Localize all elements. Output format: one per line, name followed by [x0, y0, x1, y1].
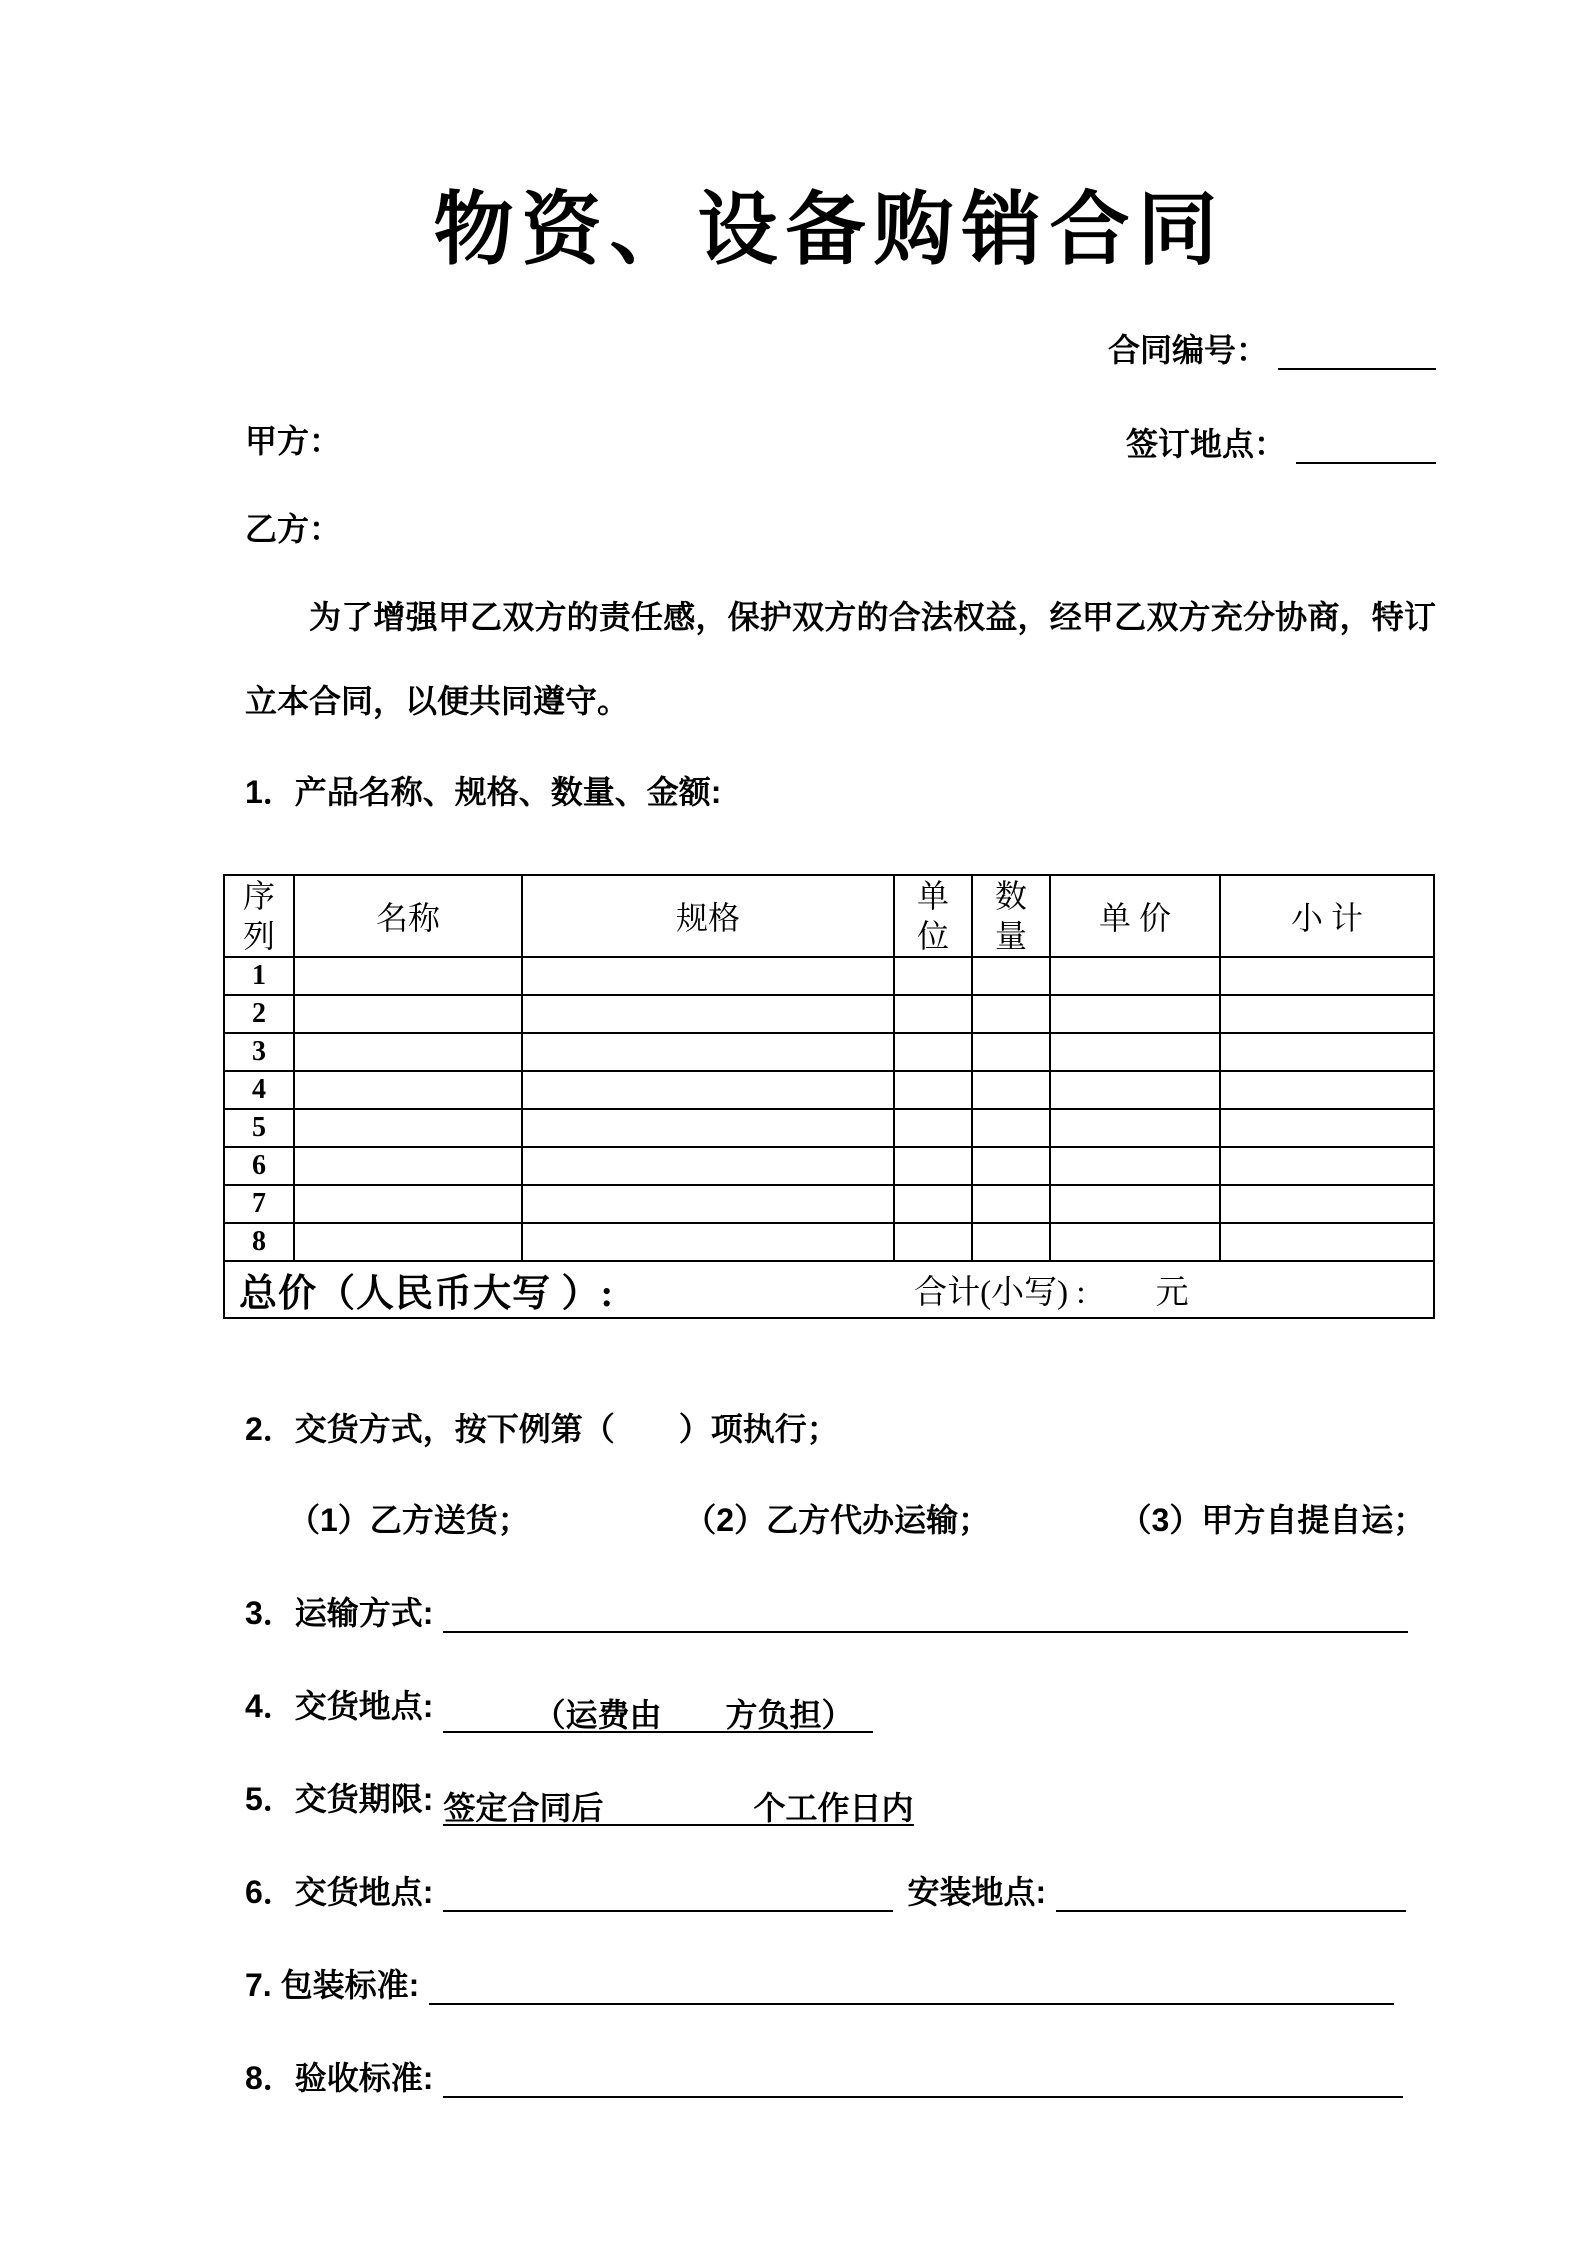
page-title: 物资、设备购销合同 [433, 185, 1226, 274]
cell-qty[interactable] [972, 995, 1050, 1033]
contract-no-blank[interactable] [1278, 330, 1436, 370]
cell-subtotal[interactable] [1220, 1185, 1434, 1223]
total-row [224, 1261, 1434, 1318]
clause-transport [245, 1591, 1436, 1642]
cell-subtotal[interactable] [1220, 1109, 1434, 1147]
cell-unit[interactable] [894, 1223, 972, 1261]
clause-packing [245, 1963, 1436, 2014]
total-price-label: 总价（人民币大写 ）: [239, 1273, 615, 1316]
clause-8-label: 8．验收标准: [245, 2060, 434, 2097]
install-place-label: 安装地点: [907, 1874, 1047, 1911]
cell-unit[interactable] [894, 1071, 972, 1109]
cell-spec[interactable] [522, 1147, 894, 1185]
col-header-qty: 数量 [994, 878, 1027, 955]
cell-unit-price[interactable] [1050, 957, 1220, 995]
contract-no-label: 合同编号： [1107, 332, 1268, 368]
cell-spec[interactable] [522, 1033, 894, 1071]
total-row-content [225, 1262, 1433, 1317]
row-number: 8 [224, 1223, 294, 1261]
clause-delivery-deadline [245, 1777, 1436, 1828]
col-header-subtotal: 小 计 [1220, 875, 1434, 957]
delivery-option-1: （1）乙方送货； [288, 1502, 530, 1539]
clause-6-label: 6．交货地点: [245, 1874, 434, 1911]
cell-unit-price[interactable] [1050, 1071, 1220, 1109]
cell-unit-price[interactable] [1050, 1185, 1220, 1223]
cell-subtotal[interactable] [1220, 1223, 1434, 1261]
row-number: 7 [224, 1185, 294, 1223]
cell-qty[interactable] [972, 957, 1050, 995]
cell-unit[interactable] [894, 995, 972, 1033]
cell-qty[interactable] [972, 1185, 1050, 1223]
cell-spec[interactable] [522, 1109, 894, 1147]
deadline-prefix: 签定合同后 [443, 1790, 604, 1827]
cell-unit[interactable] [894, 1033, 972, 1071]
cell-unit-price[interactable] [1050, 1223, 1220, 1261]
contract-no-row [223, 330, 1436, 370]
cell-name[interactable] [294, 995, 522, 1033]
cell-name[interactable] [294, 1185, 522, 1223]
cell-name[interactable] [294, 1033, 522, 1071]
table-row [224, 1109, 1434, 1147]
delivery-place-blank[interactable] [443, 1693, 873, 1733]
deadline-suffix: 个工作日内 [753, 1790, 914, 1827]
table-row [224, 1223, 1434, 1261]
cell-name[interactable] [294, 957, 522, 995]
transport-method-blank[interactable] [443, 1593, 1408, 1633]
table-row [224, 1071, 1434, 1109]
cell-unit[interactable] [894, 1185, 972, 1223]
row-number: 2 [224, 995, 294, 1033]
sign-place-blank[interactable] [1296, 424, 1436, 464]
table-row [224, 995, 1434, 1033]
cell-qty[interactable] [972, 1109, 1050, 1147]
cell-name[interactable] [294, 1109, 522, 1147]
row-number: 1 [224, 957, 294, 995]
cell-name[interactable] [294, 1223, 522, 1261]
clause-3-label: 3．运输方式: [245, 1595, 434, 1632]
col-header-unit: 单位 [916, 878, 949, 955]
cell-unit-price[interactable] [1050, 1109, 1220, 1147]
clause-delivery-install [245, 1870, 1436, 1921]
clause-4-label: 4．交货地点: [245, 1688, 434, 1725]
clause-acceptance [245, 2056, 1436, 2107]
clause-delivery-place [245, 1684, 1436, 1735]
parties-row [245, 424, 1436, 464]
cell-qty[interactable] [972, 1223, 1050, 1261]
cell-spec[interactable] [522, 1223, 894, 1261]
cell-spec[interactable] [522, 957, 894, 995]
products-table [223, 874, 1435, 1319]
cell-subtotal[interactable] [1220, 1033, 1434, 1071]
row-number: 6 [224, 1147, 294, 1185]
cell-spec[interactable] [522, 995, 894, 1033]
intro-paragraph: 为了增强甲乙双方的责任感，保护双方的合法权益，经甲乙双方充分协商，特订立本合同，以便共同遵守。 [245, 599, 1436, 720]
delivery-method-options [288, 1498, 1436, 1549]
cell-qty[interactable] [972, 1071, 1050, 1109]
col-header-serial: 序列 [242, 878, 275, 955]
cell-subtotal[interactable] [1220, 1147, 1434, 1185]
cell-name[interactable] [294, 1071, 522, 1109]
table-row [224, 1033, 1434, 1071]
cell-unit[interactable] [894, 1109, 972, 1147]
install-place-blank[interactable] [1056, 1872, 1406, 1912]
cell-unit-price[interactable] [1050, 1147, 1220, 1185]
cell-unit-price[interactable] [1050, 1033, 1220, 1071]
section1-heading: 1．产品名称、规格、数量、金额: [245, 774, 722, 811]
table-row [224, 1185, 1434, 1223]
delivery-option-2: （2）乙方代办运输； [684, 1502, 991, 1539]
cell-qty[interactable] [972, 1147, 1050, 1185]
table-header-row [224, 875, 1434, 957]
col-header-name: 名称 [294, 875, 522, 957]
cell-unit[interactable] [894, 1147, 972, 1185]
packing-standard-blank[interactable] [429, 1965, 1394, 2005]
cell-spec[interactable] [522, 1071, 894, 1109]
cell-unit-price[interactable] [1050, 995, 1220, 1033]
cell-subtotal[interactable] [1220, 995, 1434, 1033]
clause-5-label: 5．交货期限: [245, 1781, 434, 1818]
delivery-place-blank-2[interactable] [443, 1872, 893, 1912]
cell-subtotal[interactable] [1220, 1071, 1434, 1109]
clause-delivery-method [245, 1407, 1436, 1458]
col-header-spec: 规格 [522, 875, 894, 957]
party-b-label: 乙方： [245, 511, 342, 547]
cell-subtotal[interactable] [1220, 957, 1434, 995]
table-row [224, 957, 1434, 995]
sign-place-group [1126, 424, 1436, 464]
col-header-unit-price: 单 价 [1050, 875, 1220, 957]
cell-spec[interactable] [522, 1185, 894, 1223]
cell-qty[interactable] [972, 1033, 1050, 1071]
freight-bearer-note: （运费由 方负担） [533, 1697, 854, 1734]
table-row [224, 1147, 1434, 1185]
clause-7-label: 7. 包装标准: [245, 1967, 420, 2004]
delivery-option-3: （3）甲方自提自运； [1119, 1502, 1426, 1539]
clause-2-label: 2．交货方式，按下例第（ ）项执行； [245, 1411, 839, 1448]
party-a-label: 甲方： [245, 423, 342, 459]
subtotal-label: 合计(小写) : [914, 1275, 1086, 1312]
cell-unit[interactable] [894, 957, 972, 995]
row-number: 3 [224, 1033, 294, 1071]
acceptance-standard-blank[interactable] [443, 2058, 1403, 2098]
currency-unit-label: 元 [1155, 1275, 1189, 1312]
delivery-deadline-blank[interactable] [443, 1786, 913, 1826]
sign-place-label: 签订地点： [1125, 426, 1286, 462]
row-number: 5 [224, 1109, 294, 1147]
row-number: 4 [224, 1071, 294, 1109]
cell-name[interactable] [294, 1147, 522, 1185]
party-b-row [245, 512, 1436, 547]
